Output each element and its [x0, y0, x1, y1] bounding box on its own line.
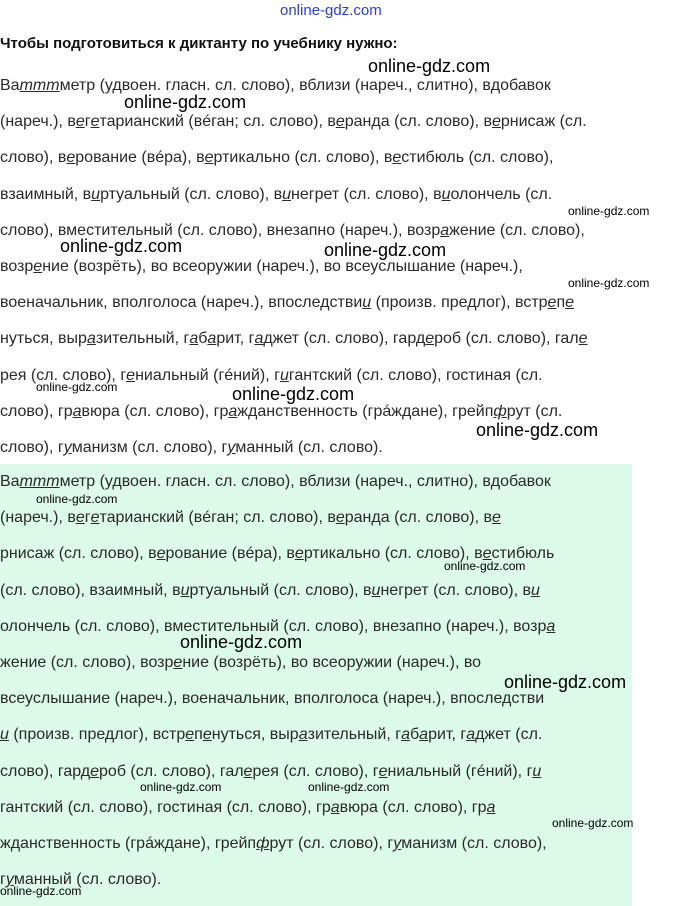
underlined-letter: е	[66, 149, 76, 167]
underlined-letter: ттт	[19, 473, 60, 490]
underlined-letter: е	[204, 149, 214, 167]
underlined-letter: е	[392, 149, 402, 167]
underlined-letter: е	[335, 113, 345, 131]
text-line: жение (сл. слово), возрение (возрёть), во всеоружии (нареч.), во	[0, 654, 482, 672]
underlined-letter: е	[378, 762, 388, 780]
underlined-letter: е	[156, 545, 166, 563]
text-line: Ватттметр (удвоен. гласн. сл. слово), вблизи (нареч., слитно), вдобавок	[0, 473, 551, 490]
underlined-letter: а	[419, 726, 429, 744]
text-line: (нареч.), вегетарианский (вéган; сл. слово), веранда (сл. слово), ве	[0, 509, 501, 527]
watermark: online-gdz.com	[568, 276, 650, 290]
underlined-letter: у	[5, 871, 14, 889]
watermark: online-gdz.com	[180, 632, 303, 652]
underlined-letter: а	[86, 330, 96, 348]
watermark: online-gdz.com	[124, 92, 247, 112]
text-line: слово), верование (вéра), вертикально (сл. слово), вестибюль (сл. слово),	[0, 149, 554, 167]
underlined-letter: а	[72, 402, 82, 420]
underlined-letter: а	[330, 798, 340, 816]
underlined-letter: е	[90, 509, 100, 527]
underlined-letter: и	[0, 726, 9, 744]
underlined-letter: и	[371, 581, 381, 599]
text-line: слово), гуманизм (сл. слово), гуманный (сл. слово).	[0, 439, 383, 457]
underlined-letter: е	[75, 509, 85, 527]
watermark: online-gdz.com	[140, 780, 222, 794]
underlined-letter: и	[532, 762, 542, 780]
text-block-highlighted	[0, 464, 632, 906]
underlined-letter: е	[425, 330, 435, 348]
underlined-letter: а	[546, 617, 556, 635]
underlined-letter: а	[254, 330, 264, 348]
underlined-letter: е	[482, 545, 492, 563]
underlined-letter: и	[279, 366, 289, 384]
underlined-letter: е	[75, 113, 85, 131]
underlined-letter: е	[491, 113, 501, 131]
text-line: рея (сл. слово), гениальный (гéний), гигантский (сл. слово), гостиная (сл.	[0, 366, 543, 384]
watermark: online-gdz.com	[60, 236, 183, 256]
text-line: Ватттметр (удвоен. гласн. сл. слово), вблизи (нареч., слитно), вдобавок	[0, 77, 551, 94]
text-line: возрение (возрёть), во всеоружии (нареч.), во всеуслышание (нареч.),	[0, 258, 523, 276]
watermark: online-gdz.com	[0, 884, 82, 898]
underlined-letter: и	[91, 185, 101, 203]
underlined-letter: а	[486, 798, 496, 816]
underlined-letter: е	[90, 113, 100, 131]
text-block-original	[0, 68, 680, 466]
text-line: всеуслышание (нареч.), военачальник, вполголоса (нареч.), впоследстви	[0, 690, 545, 708]
text-line: нуться, выразительный, габарит, гаджет (сл. слово), гардероб (сл. слово), гале	[0, 330, 588, 348]
watermark: online-gdz.com	[368, 56, 491, 76]
text-line: олончель (сл. слово), вместительный (сл. слово), внезапно (нареч.), возра	[0, 617, 556, 635]
watermark: online-gdz.com	[504, 672, 627, 692]
text-line: слово), вместительный (сл. слово), внезапно (нареч.), возражение (сл. слово),	[0, 221, 585, 239]
text-line: слово), гардероб (сл. слово), галерея (сл. слово), гениальный (гéний), ги	[0, 762, 542, 780]
underlined-letter: е	[565, 294, 575, 312]
watermark: online-gdz.com	[36, 380, 118, 394]
underlined-letter: а	[298, 726, 308, 744]
underlined-letter: е	[491, 509, 501, 527]
underlined-letter: и	[362, 294, 372, 312]
underlined-letter: е	[33, 258, 43, 276]
text-line: (сл. слово), взаимный, виртуальный (сл. слово), винегрет (сл. слово), ви	[0, 581, 540, 599]
underlined-letter: е	[578, 330, 588, 348]
watermark: online-gdz.com	[324, 240, 447, 260]
underlined-letter: е	[173, 654, 183, 672]
underlined-letter: и	[180, 581, 190, 599]
underlined-letter: е	[335, 509, 345, 527]
watermark: online-gdz.com	[552, 816, 634, 830]
text-line: жданственность (грáждане), грейпфрут (сл. слово), гуманизм (сл. слово),	[0, 835, 547, 853]
text-line: и (произв. предлог), встрепенуться, выразительный, габарит, гаджет (сл.	[0, 726, 543, 744]
header-watermark: online-gdz.com	[280, 2, 382, 19]
underlined-letter: ф	[493, 402, 507, 420]
underlined-letter: е	[547, 294, 557, 312]
underlined-letter: и	[530, 581, 540, 599]
underlined-letter: е	[202, 726, 212, 744]
underlined-letter: а	[207, 330, 217, 348]
watermark: online-gdz.com	[36, 492, 118, 506]
text-line: гуманный (сл. слово).	[0, 871, 162, 889]
text-line: (нареч.), вегетарианский (вéган; сл. слово), веранда (сл. слово), вернисаж (сл.	[0, 113, 587, 131]
underlined-letter: а	[466, 726, 476, 744]
watermark: online-gdz.com	[308, 780, 390, 794]
text-line: слово), гравюра (сл. слово), гражданственность (грáждане), грейпфрут (сл.	[0, 402, 563, 420]
underlined-letter: у	[393, 835, 402, 853]
page-heading: Чтобы подготовиться к диктанту по учебнику нужно:	[0, 35, 398, 52]
underlined-letter: а	[440, 221, 450, 239]
underlined-letter: у	[227, 439, 236, 457]
underlined-letter: у	[63, 439, 72, 457]
watermark: online-gdz.com	[476, 420, 599, 440]
underlined-letter: е	[185, 726, 195, 744]
underlined-letter: е	[126, 366, 136, 384]
underlined-letter: а	[189, 330, 199, 348]
text-line: гантский (сл. слово), гостиная (сл. слово), гравюра (сл. слово), гра	[0, 798, 496, 816]
underlined-letter: а	[228, 402, 238, 420]
text-line: взаимный, виртуальный (сл. слово), винегрет (сл. слово), виолончель (сл.	[0, 185, 553, 203]
underlined-letter: е	[90, 762, 100, 780]
text-line: рнисаж (сл. слово), верование (вéра), вертикально (сл. слово), вестибюль	[0, 545, 555, 563]
underlined-letter: и	[282, 185, 292, 203]
underlined-letter: ттт	[19, 77, 60, 94]
underlined-letter: е	[243, 762, 253, 780]
text-line: военачальник, вполголоса (нареч.), впоследствии (произв. предлог), встрепе	[0, 294, 575, 312]
watermark: online-gdz.com	[568, 204, 650, 218]
underlined-letter: а	[401, 726, 410, 744]
underlined-letter: ф	[256, 835, 270, 853]
watermark: online-gdz.com	[232, 384, 355, 404]
underlined-letter: и	[441, 185, 451, 203]
underlined-letter: е	[294, 545, 304, 563]
watermark: online-gdz.com	[444, 559, 526, 573]
